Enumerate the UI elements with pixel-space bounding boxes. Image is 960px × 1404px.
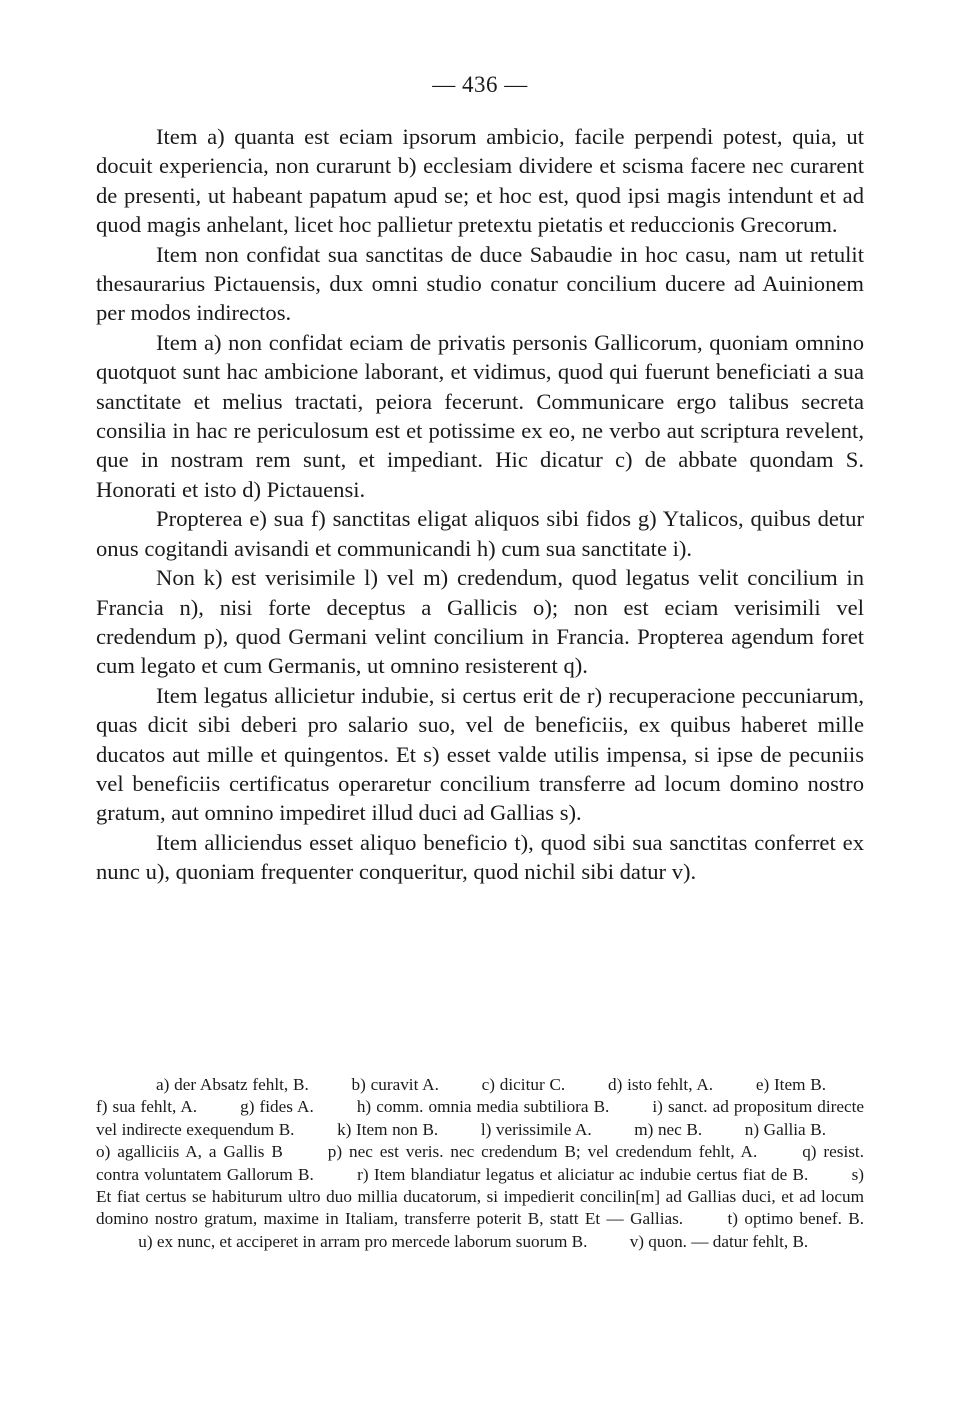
paragraph: Item non confidat sua sanctitas de duce Sabaudie in hoc casu, nam ut retulit thesaurarius Pictauensis, dux omni studio conatur concilium ducere ad Auinionem per modos indirectos. bbox=[96, 241, 864, 326]
footnote: v) quon. — datur fehlt, B. bbox=[629, 1231, 809, 1251]
footnote: t) optimo benef. B. bbox=[727, 1209, 865, 1229]
footnotes bbox=[96, 1074, 864, 1253]
footnote: s) Et fiat certus se habiturum ultro duo millia ducatorum, si impedierit concilin[m] ad Gallias duci, et ad locum domino nostro gratum, maxime in Italiam, transferre poterit B, statt Et — Gallias. bbox=[96, 1164, 865, 1229]
page-number: — 436 — bbox=[432, 72, 528, 97]
footnote: l) verissimile A. bbox=[480, 1119, 592, 1139]
footnote: b) curavit A. bbox=[351, 1075, 439, 1094]
footnote: d) isto fehlt, A. bbox=[608, 1075, 714, 1094]
footnote: g) fides A. bbox=[240, 1097, 314, 1117]
main-text bbox=[96, 122, 864, 887]
footnote: u) ex nunc, et acciperet in arram pro mercede laborum suorum B. bbox=[138, 1231, 588, 1251]
paragraph: Propterea e) sua f) sanctitas eligat aliquos sibi fidos g) Ytalicos, quibus detur onus cogitandi avisandi et communicandi h) cum sua sanctitate i). bbox=[96, 506, 864, 561]
footnote: p) nec est veris. nec credendum B; vel credendum fehlt, A. bbox=[327, 1142, 758, 1162]
footnote: n) Gallia B. bbox=[744, 1119, 827, 1139]
footnote: c) dicitur C. bbox=[481, 1075, 566, 1094]
paragraph: Non k) est verisimile l) vel m) credendum, quod legatus velit concilium in Francia n), nisi forte deceptus a Gallicis o); non est eciam verisimili vel credendum p), quod Germani velint concilium in Francia. Propterea agendum foret cum legato et cum Germanis, ut omnino resisterent q). bbox=[96, 565, 864, 679]
footnote: a) der Absatz fehlt, B. bbox=[156, 1075, 309, 1094]
footnote: k) Item non B. bbox=[337, 1119, 439, 1139]
footnote: h) comm. omnia media subtiliora B. bbox=[356, 1097, 610, 1117]
paragraph: Item a) non confidat eciam de privatis personis Gallicorum, quoniam omnino quotquot sunt hac ambicione laborant, et vidimus, quod qui fuerunt beneficiati a sua sanctitate et melius tractati, peiora fecerunt. Communicare ergo talibus secreta consilia in hac re periculosum est et potissime ex eo, ne verbo aut scriptura revelent, que in nostram rem sunt, et impediant. Hic dicatur c) de abbate quondam S. Honorati et isto d) Pictauensi. bbox=[96, 329, 864, 502]
footnote: i) sanct. ad propositum directe vel indirecte exequendum B. bbox=[96, 1097, 865, 1139]
footnote: e) Item B. bbox=[755, 1075, 826, 1094]
paragraph: Item alliciendus esset aliquo beneficio t), quod sibi sua sanctitas conferret ex nunc u), quoniam frequenter conqueritur, quod nichil sibi datur v). bbox=[96, 829, 864, 885]
paragraph: Item a) quanta est eciam ipsorum ambicio, facile perpendi potest, quia, ut docuit experiencia, non curarunt b) ecclesiam dividere et scisma facere nec curarent de presenti, ut habeant papatum apud se; et hoc est, quod ipsi magis intendunt et ad quod magis anhelant, licet hoc pallietur pretextu pietatis et reduccionis Grecorum. bbox=[96, 124, 864, 238]
footnote: f) sua fehlt, A. bbox=[96, 1097, 198, 1117]
footnote: m) nec B. bbox=[634, 1119, 703, 1139]
footnote: q) resist. contra voluntatem Gallorum B. bbox=[96, 1142, 864, 1184]
footnote: o) agalliciis A, a Gallis B bbox=[96, 1142, 283, 1162]
footnote: r) Item blandiatur legatus et aliciatur ac indubie certus fiat de B. bbox=[357, 1164, 809, 1184]
paragraph: Item legatus allicietur indubie, si certus erit de r) recuperacione peccuniarum, quas dicit sibi deberi pro salario suo, vel de beneficiis, ex quibus haberet mille ducatos aut mille et quingentos. Et s) esset valde utilis impensa, si ipse de pecuniis vel beneficiis certificatus operaretur concilium transferre ad locum domino nostro gratum, aut omnino impediret illud duci ad Gallias s). bbox=[96, 682, 864, 826]
